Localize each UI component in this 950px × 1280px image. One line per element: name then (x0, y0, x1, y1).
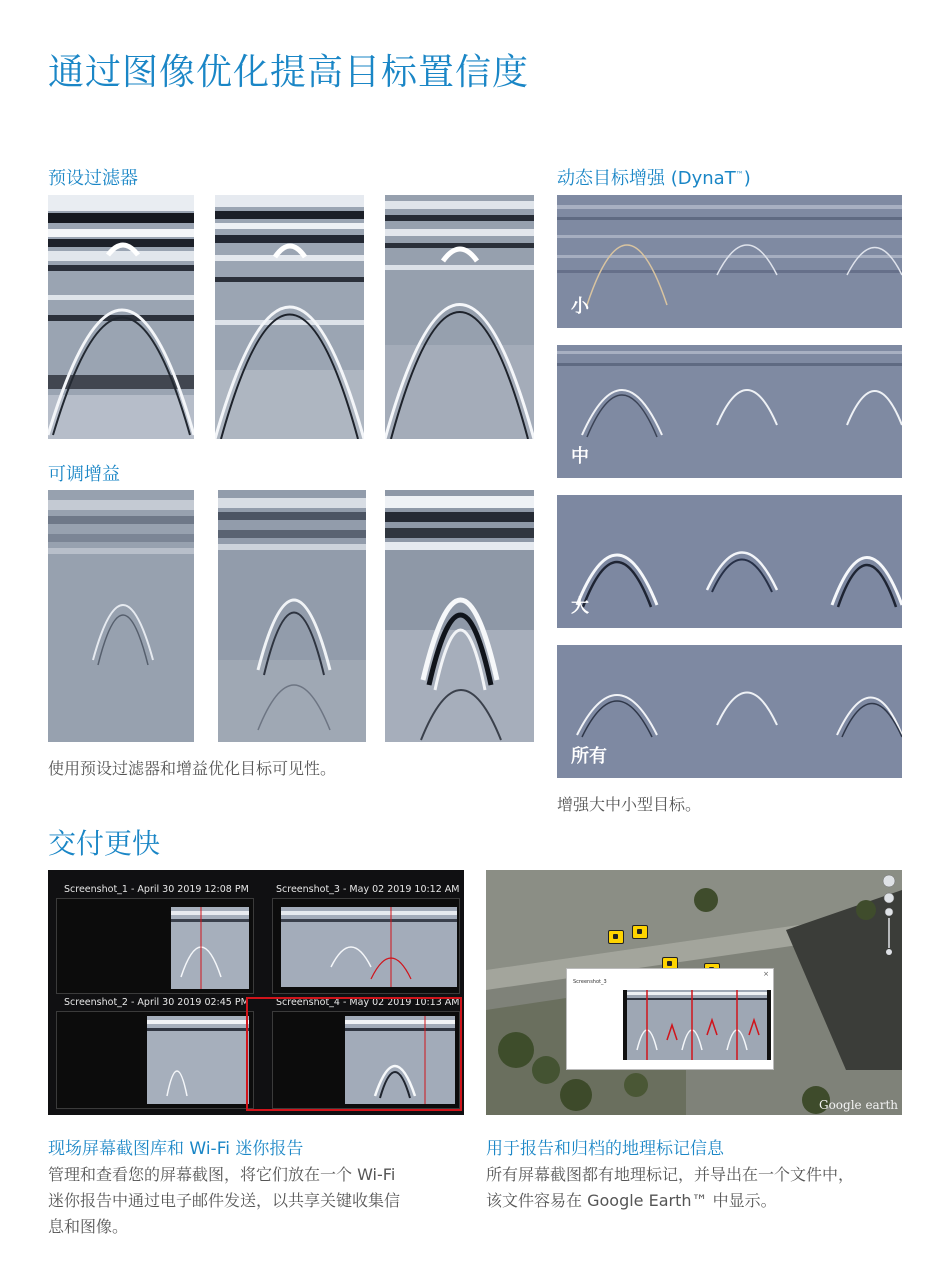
dynat-heading-text: 动态目标增强 (DynaT (557, 168, 736, 189)
popup-screenshot-image (623, 990, 771, 1060)
geotag-feature-title: 用于报告和归档的地理标记信息 (486, 1139, 724, 1159)
gallery-feature-line-2: 迷你报告中通过电子邮件发送，以共享关键收集信 (48, 1191, 401, 1210)
google-earth-logo: Google earth (818, 1098, 898, 1112)
screenshot-title-2: Screenshot_2 - April 30 2019 02:45 PM (64, 997, 249, 1008)
popup-close-icon[interactable]: × (763, 970, 769, 978)
geotag-feature-body (486, 1162, 902, 1214)
gallery-feature-body (48, 1162, 458, 1240)
screenshot-popup[interactable] (566, 968, 774, 1070)
dynat-label-large: 大 (571, 596, 589, 617)
dynat-image-medium (557, 345, 902, 478)
map-navigation-controls[interactable] (882, 874, 896, 964)
screenshot-title-3: Screenshot_3 - May 02 2019 10:12 AM (276, 884, 460, 895)
gallery-feature-line-1: 管理和查看您的屏幕截图，将它们放在一个 Wi-Fi (48, 1165, 396, 1184)
delivery-heading: 交付更快 (48, 827, 161, 860)
geotag-marker-1[interactable] (608, 930, 624, 944)
screenshot-title-1: Screenshot_1 - April 30 2019 12:08 PM (64, 884, 249, 895)
gain-caption: 使用预设过滤器和增益优化目标可见性。 (48, 759, 337, 778)
dynat-label-small: 小 (571, 296, 589, 317)
geotag-map[interactable] (486, 870, 902, 1115)
dynat-heading-close: ) (743, 168, 751, 189)
preset-filters-heading: 预设过滤器 (48, 168, 138, 189)
geotag-feature-line-2: 该文件容易在 Google Earth™ 中显示。 (486, 1191, 777, 1210)
preset-filter-image-1 (48, 195, 194, 439)
adjustable-gain-heading: 可调增益 (48, 464, 120, 485)
dynat-image-all (557, 645, 902, 778)
page-title: 通过图像优化提高目标置信度 (48, 52, 530, 93)
dynat-label-medium: 中 (571, 446, 589, 467)
selected-screenshot-highlight (246, 997, 462, 1111)
geotag-marker-2[interactable] (632, 925, 648, 939)
dynat-image-large (557, 495, 902, 628)
preset-filter-image-2 (215, 195, 364, 439)
gain-image-high (385, 490, 534, 742)
screenshot-thumb-3[interactable] (272, 898, 460, 994)
dynat-heading-tm: ™ (735, 170, 744, 179)
geotag-feature-line-1: 所有屏幕截图都有地理标记，并导出在一个文件中， (486, 1165, 855, 1184)
preset-filter-image-3 (385, 195, 534, 439)
screenshot-thumb-1[interactable] (56, 898, 254, 994)
gain-image-mid (218, 490, 366, 742)
dynat-caption: 增强大中小型目标。 (557, 795, 702, 814)
screenshot-title-4: Screenshot_4 - May 02 2019 10:13 AM (276, 997, 460, 1008)
popup-title: Screenshot_3 (573, 979, 607, 985)
dynat-heading (557, 164, 751, 190)
screenshot-gallery (48, 870, 464, 1115)
gallery-feature-title: 现场屏幕截图库和 Wi-Fi 迷你报告 (48, 1139, 304, 1159)
gallery-feature-line-3: 息和图像。 (48, 1217, 129, 1236)
dynat-label-all: 所有 (571, 746, 607, 767)
dynat-image-small (557, 195, 902, 328)
screenshot-thumb-2[interactable] (56, 1011, 254, 1109)
gain-image-low (48, 490, 194, 742)
